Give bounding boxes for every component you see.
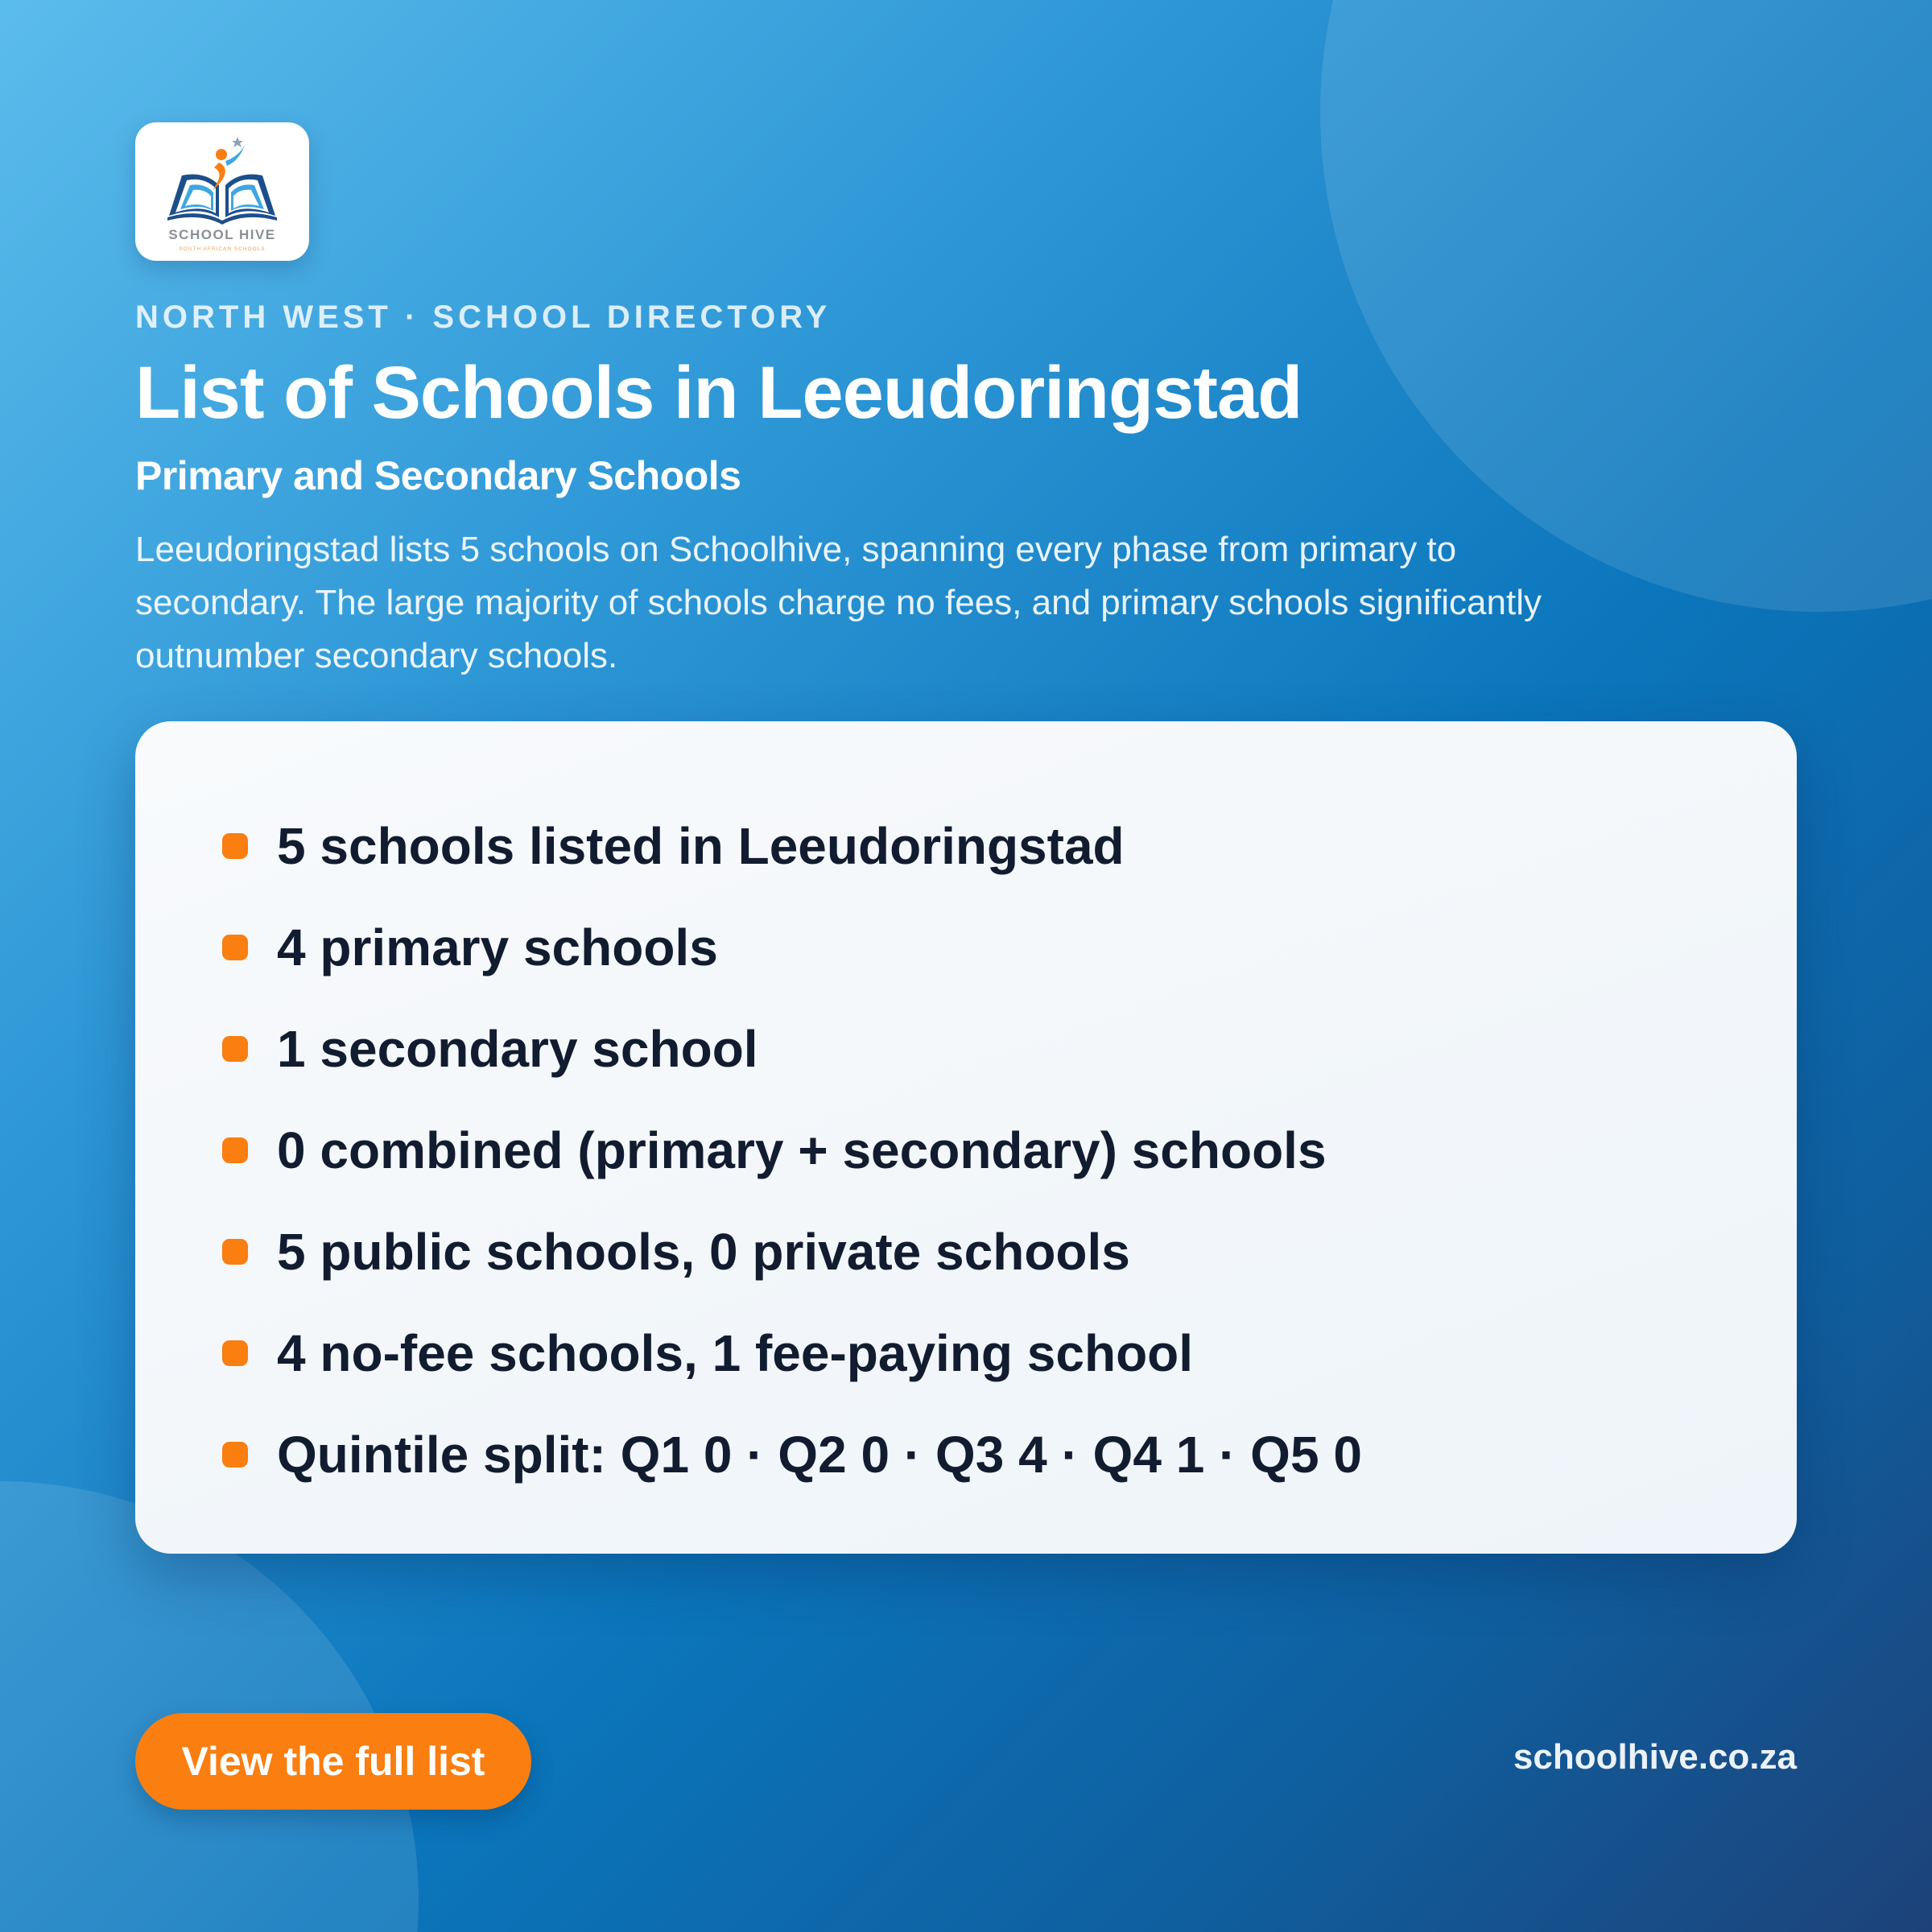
page-subtitle: Primary and Secondary Schools xyxy=(135,453,741,498)
fact-text: 5 public schools, 0 private schools xyxy=(277,1223,1130,1281)
fact-item-secondary xyxy=(222,998,1797,1100)
square-bullet-icon xyxy=(222,1340,248,1366)
eyebrow-label: NORTH WEST · SCHOOL DIRECTORY xyxy=(135,299,832,335)
fact-item-quintile xyxy=(222,1404,1797,1505)
square-bullet-icon xyxy=(222,935,248,960)
open-book-icon xyxy=(135,122,309,261)
fact-item-total xyxy=(222,795,1797,897)
fact-text: 5 schools listed in Leeudoringstad xyxy=(277,817,1125,875)
fact-item-fees xyxy=(222,1302,1797,1404)
logo-tagline: SOUTH AFRICAN SCHOOLS xyxy=(179,246,266,252)
square-bullet-icon xyxy=(222,1442,248,1468)
page-title: List of Schools in Leeudoringstad xyxy=(135,352,1302,434)
fact-text: 0 combined (primary + secondary) schools xyxy=(277,1121,1327,1179)
fact-item-primary xyxy=(222,897,1797,998)
fact-text: 4 primary schools xyxy=(277,919,718,976)
logo-text: SCHOOL HIVE xyxy=(168,227,276,242)
page-description: Leeudoringstad lists 5 schools on Schoolhive, spanning every phase from primary to secondary. The large majority of schools charge no fees, and primary schools significantly outnumber secondary schools. xyxy=(135,530,1542,675)
school-hive-logo xyxy=(135,122,309,261)
fact-text: 1 secondary school xyxy=(277,1020,758,1078)
decorative-circle xyxy=(1320,0,1932,612)
fact-item-combined xyxy=(222,1100,1797,1201)
fact-text: 4 no-fee schools, 1 fee-paying school xyxy=(277,1324,1194,1382)
facts-card xyxy=(135,721,1797,1554)
square-bullet-icon xyxy=(222,1239,248,1265)
facts-list xyxy=(222,795,1797,1505)
fact-text: Quintile split: Q1 0 · Q2 0 · Q3 4 · Q4 1 · Q5 0 xyxy=(277,1426,1362,1484)
square-bullet-icon xyxy=(222,833,248,859)
site-url: schoolhive.co.za xyxy=(1513,1737,1797,1777)
view-full-list-button[interactable]: View the full list xyxy=(135,1713,531,1810)
square-bullet-icon xyxy=(222,1137,248,1163)
fact-item-public-private xyxy=(222,1201,1797,1302)
square-bullet-icon xyxy=(222,1036,248,1062)
